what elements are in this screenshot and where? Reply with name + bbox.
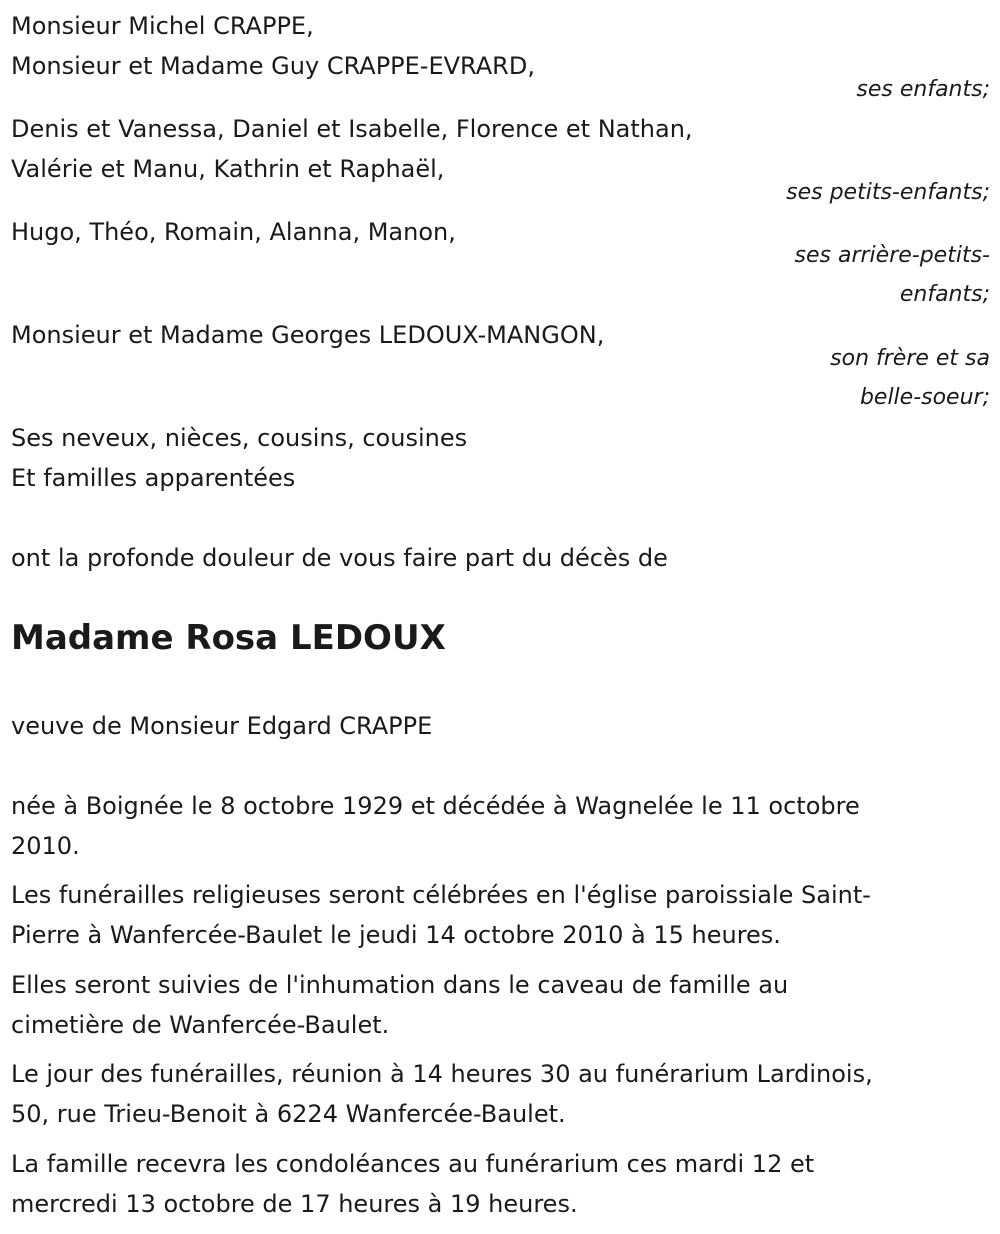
paragraph-line: née à Boignée le 8 octobre 1929 et décédée à Wagnelée le 11 octobre [11,792,860,820]
deceased-name: Madame Rosa LEDOUX [11,618,446,658]
paragraph-line: mercredi 13 octobre de 17 heures à 19 heures. [11,1190,578,1218]
paragraph-line: cimetière de Wanfercée-Baulet. [11,1011,390,1039]
announcement-text: ont la profonde douleur de vous faire part du décès de [11,544,668,572]
paragraph-line: La famille recevra les condoléances au funérarium ces mardi 12 et [11,1150,815,1178]
condolences-paragraph [11,1144,986,1224]
paragraph-line: Les funérailles religieuses seront célébrées en l'église paroissiale Saint- [11,881,871,909]
meeting-paragraph [11,1054,986,1134]
burial-paragraph [11,965,986,1045]
family-line-child-2: Monsieur et Madame Guy CRAPPE-EVRARD, [11,52,535,80]
widow-of-text: veuve de Monsieur Edgard CRAPPE [11,712,433,740]
paragraph-line: Elles seront suivies de l'inhumation dans le caveau de famille au [11,971,789,999]
family-line-sibling: Monsieur et Madame Georges LEDOUX-MANGON, [11,321,605,349]
paragraph-line: Pierre à Wanfercée-Baulet le jeudi 14 octobre 2010 à 15 heures. [11,921,781,949]
relation-sibling-2: belle-soeur; [859,385,990,410]
relation-sibling-1: son frère et sa [830,346,990,371]
relation-grandchildren: ses petits-enfants; [786,180,990,205]
paragraph-line: 50, rue Trieu-Benoit à 6224 Wanfercée-Baulet. [11,1100,566,1128]
family-line-grandchildren-1: Denis et Vanessa, Daniel et Isabelle, Florence et Nathan, [11,115,693,143]
family-line-others-1: Ses neveux, nièces, cousins, cousines [11,424,468,452]
relation-great-grandchildren-1: ses arrière-petits- [794,243,990,268]
paragraph-line: Le jour des funérailles, réunion à 14 heures 30 au funérarium Lardinois, [11,1060,873,1088]
family-line-child-1: Monsieur Michel CRAPPE, [11,12,314,40]
relation-children: ses enfants; [856,77,990,102]
relation-great-grandchildren-2: enfants; [899,282,990,307]
family-line-grandchildren-2: Valérie et Manu, Kathrin et Raphaël, [11,155,445,183]
family-line-others-2: Et familles apparentées [11,464,296,492]
family-line-great-grandchildren: Hugo, Théo, Romain, Alanna, Manon, [11,218,456,246]
paragraph-line: 2010. [11,832,80,860]
birth-death-paragraph [11,786,986,866]
funeral-paragraph [11,875,986,955]
